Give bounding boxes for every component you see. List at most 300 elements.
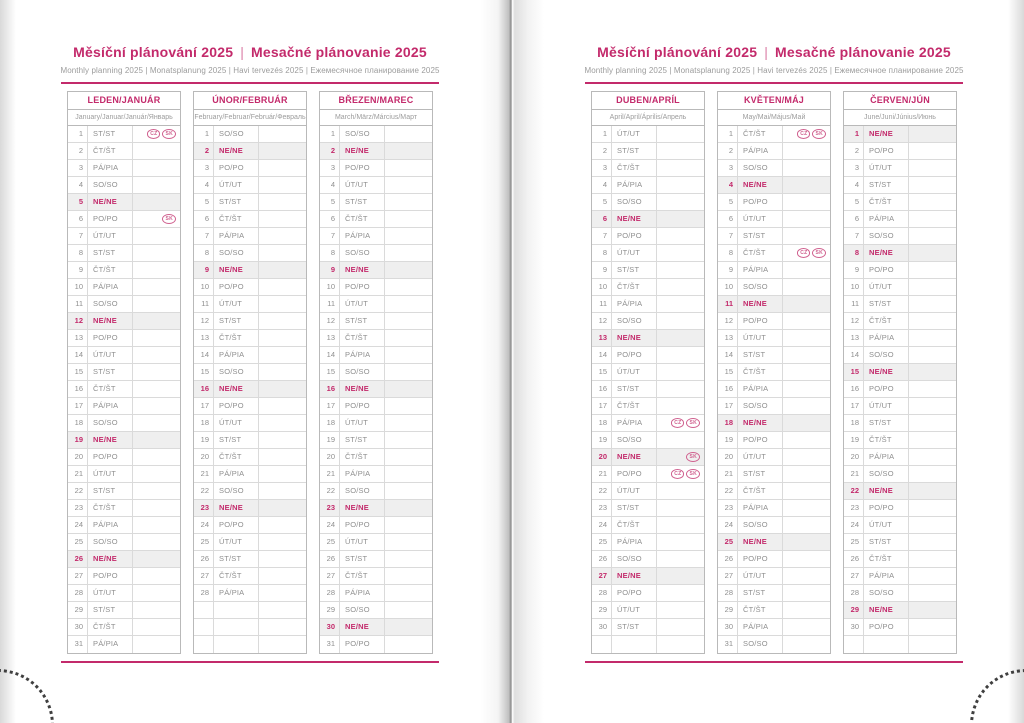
- day-abbrev: SO/SO: [738, 636, 783, 653]
- notes-cell: [259, 500, 306, 516]
- day-row: [592, 568, 704, 585]
- day-number: 1: [194, 126, 214, 142]
- day-abbrev: ČT/ŠT: [214, 568, 259, 584]
- notes-cell: [133, 449, 180, 465]
- notes-cell: [783, 432, 830, 448]
- day-row: [320, 466, 432, 483]
- day-number: 30: [68, 619, 88, 635]
- day-number: 10: [194, 279, 214, 295]
- notes-cell: [385, 636, 432, 653]
- day-row: [68, 262, 180, 279]
- day-abbrev: SO/SO: [88, 415, 133, 431]
- day-abbrev: PO/PO: [612, 585, 657, 601]
- day-row: [592, 364, 704, 381]
- day-row-empty: [194, 619, 306, 636]
- day-number: 16: [194, 381, 214, 397]
- month-table-may: [717, 91, 831, 654]
- day-row: [320, 619, 432, 636]
- notes-cell: [259, 313, 306, 329]
- day-row: [68, 551, 180, 568]
- day-number: 15: [718, 364, 738, 380]
- day-number: 17: [718, 398, 738, 414]
- day-row: [592, 177, 704, 194]
- day-abbrev: PO/PO: [214, 160, 259, 176]
- day-abbrev: SO/SO: [738, 160, 783, 176]
- day-number: [844, 636, 864, 653]
- day-abbrev: ČT/ŠT: [340, 330, 385, 346]
- notes-cell: [909, 517, 956, 533]
- notes-cell: [657, 143, 704, 159]
- holiday-badge-cz: CZ: [671, 469, 684, 479]
- day-number: 13: [592, 330, 612, 346]
- day-number: 30: [844, 619, 864, 635]
- day-row: [194, 296, 306, 313]
- day-abbrev: PO/PO: [864, 619, 909, 635]
- day-row: [718, 551, 830, 568]
- day-abbrev: PO/PO: [738, 551, 783, 567]
- day-number: 22: [592, 483, 612, 499]
- notes-cell: [385, 262, 432, 278]
- day-row: [320, 534, 432, 551]
- day-row: [194, 347, 306, 364]
- notes-cell: [133, 245, 180, 261]
- day-abbrev: SO/SO: [214, 245, 259, 261]
- notes-cell: [385, 466, 432, 482]
- notes-cell: [909, 551, 956, 567]
- notes-cell: [133, 194, 180, 210]
- day-abbrev: ÚT/UT: [88, 347, 133, 363]
- day-number: 30: [320, 619, 340, 635]
- day-row: [68, 160, 180, 177]
- day-number: 8: [718, 245, 738, 261]
- day-number: 25: [320, 534, 340, 550]
- day-row: [320, 143, 432, 160]
- notes-cell: [657, 364, 704, 380]
- day-number: 19: [592, 432, 612, 448]
- notes-cell: [657, 432, 704, 448]
- day-abbrev: ST/ST: [340, 432, 385, 448]
- day-number: 29: [68, 602, 88, 618]
- day-abbrev: ČT/ŠT: [340, 449, 385, 465]
- day-number: 27: [68, 568, 88, 584]
- day-row: [592, 313, 704, 330]
- day-number: 20: [718, 449, 738, 465]
- day-abbrev: ÚT/UT: [340, 296, 385, 312]
- day-abbrev: PÁ/PIA: [864, 568, 909, 584]
- day-abbrev: PÁ/PIA: [340, 228, 385, 244]
- day-number: 16: [320, 381, 340, 397]
- day-abbrev: [214, 619, 259, 635]
- day-row: [718, 500, 830, 517]
- day-number: 1: [844, 126, 864, 142]
- day-number: 15: [844, 364, 864, 380]
- day-number: 18: [718, 415, 738, 431]
- notes-cell: [259, 228, 306, 244]
- notes-cell: [259, 279, 306, 295]
- day-row: [68, 432, 180, 449]
- notes-cell: [909, 432, 956, 448]
- day-number: 9: [844, 262, 864, 278]
- day-number: 10: [320, 279, 340, 295]
- day-number: 1: [592, 126, 612, 142]
- day-abbrev: PÁ/PIA: [88, 517, 133, 533]
- notes-cell: [133, 279, 180, 295]
- day-abbrev: NE/NE: [864, 483, 909, 499]
- day-row: [68, 466, 180, 483]
- notes-cell: [133, 296, 180, 312]
- day-row: [68, 347, 180, 364]
- notes-cell: [783, 500, 830, 516]
- day-abbrev: SO/SO: [612, 432, 657, 448]
- day-number: 20: [194, 449, 214, 465]
- notes-cell: [909, 466, 956, 482]
- notes-cell: [385, 432, 432, 448]
- day-abbrev: ÚT/UT: [738, 449, 783, 465]
- notes-cell: [259, 143, 306, 159]
- day-abbrev: PÁ/PIA: [738, 143, 783, 159]
- day-number: 19: [68, 432, 88, 448]
- notes-cell: [657, 449, 704, 465]
- day-number: 13: [68, 330, 88, 346]
- day-row: [320, 126, 432, 143]
- notes-cell: [133, 228, 180, 244]
- day-number: 28: [844, 585, 864, 601]
- day-row: [320, 551, 432, 568]
- notes-cell: [259, 534, 306, 550]
- day-row: [844, 500, 956, 517]
- notes-cell: [385, 500, 432, 516]
- day-abbrev: ÚT/UT: [340, 415, 385, 431]
- notes-cell: [133, 398, 180, 414]
- day-row: [68, 364, 180, 381]
- day-row: [194, 262, 306, 279]
- day-abbrev: SO/SO: [612, 551, 657, 567]
- day-abbrev: ČT/ŠT: [738, 245, 783, 261]
- day-number: 25: [718, 534, 738, 550]
- notes-cell: [783, 313, 830, 329]
- day-row: [718, 517, 830, 534]
- day-abbrev: PO/PO: [612, 347, 657, 363]
- day-number: 9: [592, 262, 612, 278]
- day-abbrev: PÁ/PIA: [612, 534, 657, 550]
- day-abbrev: PO/PO: [214, 517, 259, 533]
- day-abbrev: PO/PO: [340, 398, 385, 414]
- notes-cell: [909, 449, 956, 465]
- notes-cell: [783, 381, 830, 397]
- holiday-badge-sk: SK: [686, 418, 700, 428]
- day-row: [320, 500, 432, 517]
- page-title: [530, 42, 1018, 62]
- day-number: 14: [194, 347, 214, 363]
- day-row: [718, 211, 830, 228]
- notes-cell: [909, 381, 956, 397]
- day-abbrev: ST/ST: [340, 194, 385, 210]
- day-number: 29: [844, 602, 864, 618]
- day-number: 2: [844, 143, 864, 159]
- day-row: [320, 296, 432, 313]
- notes-cell: [385, 364, 432, 380]
- top-rule: [585, 82, 963, 84]
- day-row: [68, 585, 180, 602]
- day-number: 21: [320, 466, 340, 482]
- notes-cell: [909, 313, 956, 329]
- day-number: 6: [718, 211, 738, 227]
- holiday-badge-sk: SK: [812, 129, 826, 139]
- notes-cell: [909, 602, 956, 618]
- day-abbrev: PÁ/PIA: [88, 398, 133, 414]
- day-number: 21: [194, 466, 214, 482]
- notes-cell: [385, 585, 432, 601]
- day-row: [68, 381, 180, 398]
- day-number: 31: [718, 636, 738, 653]
- day-number: 3: [592, 160, 612, 176]
- notes-cell: [657, 330, 704, 346]
- day-abbrev: PÁ/PIA: [88, 636, 133, 653]
- day-number: 18: [320, 415, 340, 431]
- notes-cell: [783, 534, 830, 550]
- day-number: 24: [194, 517, 214, 533]
- day-row: [592, 466, 704, 483]
- notes-cell: [657, 313, 704, 329]
- day-number: 28: [320, 585, 340, 601]
- day-row: [592, 143, 704, 160]
- day-number: 10: [592, 279, 612, 295]
- day-number: 26: [592, 551, 612, 567]
- notes-cell: [657, 551, 704, 567]
- day-row: [592, 483, 704, 500]
- day-abbrev: NE/NE: [340, 143, 385, 159]
- day-number: 1: [68, 126, 88, 142]
- day-row: [68, 415, 180, 432]
- holiday-badge-cz: CZ: [671, 418, 684, 428]
- day-abbrev: ČT/ŠT: [340, 211, 385, 227]
- day-number: 15: [592, 364, 612, 380]
- notes-cell: [385, 177, 432, 193]
- day-number: 12: [320, 313, 340, 329]
- day-abbrev: ČT/ŠT: [864, 432, 909, 448]
- notes-cell: [657, 534, 704, 550]
- day-number: 3: [68, 160, 88, 176]
- notes-cell: [133, 347, 180, 363]
- day-number: 7: [844, 228, 864, 244]
- day-number: 6: [194, 211, 214, 227]
- day-row: [844, 313, 956, 330]
- page-title-cz: Měsíční plánování 2025: [73, 44, 234, 60]
- day-row: [844, 381, 956, 398]
- notes-cell: [657, 415, 704, 431]
- month-grid: [844, 126, 956, 653]
- day-abbrev: ST/ST: [88, 126, 133, 142]
- day-row: [194, 534, 306, 551]
- day-abbrev: NE/NE: [340, 262, 385, 278]
- day-abbrev: ÚT/UT: [214, 296, 259, 312]
- day-row: [844, 364, 956, 381]
- day-row: [194, 126, 306, 143]
- notes-cell: [783, 415, 830, 431]
- day-row: [68, 619, 180, 636]
- day-row: [592, 500, 704, 517]
- page-title: [6, 42, 494, 62]
- day-row: [844, 347, 956, 364]
- day-row: [718, 381, 830, 398]
- day-number: [592, 636, 612, 653]
- notes-cell: [657, 177, 704, 193]
- notes-cell: [133, 466, 180, 482]
- page-header: [530, 0, 1018, 84]
- day-row: [718, 398, 830, 415]
- notes-cell: [133, 636, 180, 653]
- day-abbrev: NE/NE: [88, 194, 133, 210]
- day-row: [320, 449, 432, 466]
- day-number: 8: [844, 245, 864, 261]
- day-row: [68, 143, 180, 160]
- day-row: [844, 245, 956, 262]
- day-abbrev: PÁ/PIA: [88, 279, 133, 295]
- day-number: 26: [844, 551, 864, 567]
- day-number: 16: [68, 381, 88, 397]
- month-table-march: [319, 91, 433, 654]
- day-row: [320, 194, 432, 211]
- notes-cell: [259, 483, 306, 499]
- day-row: [718, 313, 830, 330]
- notes-cell: [909, 177, 956, 193]
- holiday-badge-sk: SK: [686, 452, 700, 462]
- day-number: 27: [592, 568, 612, 584]
- day-number: 11: [194, 296, 214, 312]
- day-abbrev: ÚT/UT: [612, 602, 657, 618]
- month-grid: [194, 126, 306, 653]
- notes-cell: [259, 177, 306, 193]
- day-number: 2: [320, 143, 340, 159]
- notes-cell: [657, 211, 704, 227]
- notes-cell: [783, 296, 830, 312]
- notes-cell: [385, 160, 432, 176]
- day-abbrev: ČT/ŠT: [88, 143, 133, 159]
- notes-cell: [783, 551, 830, 567]
- day-row: [844, 619, 956, 636]
- day-row: [68, 194, 180, 211]
- month-translations: April/April/Április/Апрель: [592, 110, 704, 126]
- notes-cell: [783, 330, 830, 346]
- day-row: [844, 568, 956, 585]
- day-abbrev: PO/PO: [864, 262, 909, 278]
- day-abbrev: PO/PO: [340, 160, 385, 176]
- day-abbrev: SO/SO: [864, 466, 909, 482]
- notes-cell: [783, 347, 830, 363]
- day-number: 12: [194, 313, 214, 329]
- day-number: 4: [320, 177, 340, 193]
- day-row: [844, 551, 956, 568]
- day-row: [592, 296, 704, 313]
- day-number: 24: [718, 517, 738, 533]
- day-abbrev: NE/NE: [88, 313, 133, 329]
- day-number: 8: [592, 245, 612, 261]
- notes-cell: [657, 636, 704, 653]
- day-abbrev: SO/SO: [340, 364, 385, 380]
- day-abbrev: ČT/ŠT: [88, 262, 133, 278]
- day-row: [592, 211, 704, 228]
- day-abbrev: SO/SO: [864, 228, 909, 244]
- day-number: 23: [844, 500, 864, 516]
- notes-cell: [783, 126, 830, 142]
- page-right: [530, 0, 1018, 723]
- day-abbrev: ÚT/UT: [340, 534, 385, 550]
- day-number: 8: [68, 245, 88, 261]
- day-abbrev: PÁ/PIA: [612, 415, 657, 431]
- notes-cell: [259, 194, 306, 210]
- day-row: [844, 398, 956, 415]
- bottom-rule: [585, 661, 963, 663]
- day-abbrev: ST/ST: [864, 415, 909, 431]
- notes-cell: [657, 160, 704, 176]
- notes-cell: [783, 262, 830, 278]
- notes-cell: [133, 534, 180, 550]
- day-abbrev: NE/NE: [214, 262, 259, 278]
- notes-cell: [657, 381, 704, 397]
- notes-cell: [133, 262, 180, 278]
- day-abbrev: NE/NE: [738, 534, 783, 550]
- notes-cell: [133, 483, 180, 499]
- day-row: [194, 228, 306, 245]
- day-abbrev: ST/ST: [738, 347, 783, 363]
- day-row: [194, 279, 306, 296]
- day-abbrev: SO/SO: [864, 347, 909, 363]
- day-row: [68, 398, 180, 415]
- day-number: 16: [718, 381, 738, 397]
- day-number: 12: [718, 313, 738, 329]
- notes-cell: [909, 143, 956, 159]
- notes-cell: [909, 568, 956, 584]
- day-abbrev: ST/ST: [214, 432, 259, 448]
- day-abbrev: PO/PO: [612, 466, 657, 482]
- day-abbrev: SO/SO: [88, 296, 133, 312]
- notes-cell: [133, 364, 180, 380]
- day-number: 29: [718, 602, 738, 618]
- notes-cell: [783, 194, 830, 210]
- notes-cell: [909, 194, 956, 210]
- notes-cell: [133, 619, 180, 635]
- day-number: 3: [844, 160, 864, 176]
- notes-cell: [385, 619, 432, 635]
- day-number: 16: [844, 381, 864, 397]
- day-number: 2: [68, 143, 88, 159]
- holiday-badge-cz: CZ: [147, 129, 160, 139]
- notes-cell: [909, 279, 956, 295]
- day-abbrev: ÚT/UT: [864, 279, 909, 295]
- day-abbrev: ST/ST: [612, 381, 657, 397]
- day-row: [718, 177, 830, 194]
- day-abbrev: PO/PO: [864, 143, 909, 159]
- day-abbrev: ST/ST: [214, 313, 259, 329]
- notes-cell: [133, 177, 180, 193]
- day-row: [68, 517, 180, 534]
- day-abbrev: ČT/ŠT: [738, 126, 783, 142]
- holiday-badge-sk: SK: [162, 214, 176, 224]
- notes-cell: [385, 534, 432, 550]
- notes-cell: [657, 517, 704, 533]
- day-row: [592, 279, 704, 296]
- day-abbrev: SO/SO: [214, 364, 259, 380]
- day-row: [844, 449, 956, 466]
- day-number: [194, 636, 214, 653]
- day-row: [718, 279, 830, 296]
- day-abbrev: NE/NE: [612, 449, 657, 465]
- day-row: [194, 211, 306, 228]
- day-number: 10: [718, 279, 738, 295]
- day-abbrev: ČT/ŠT: [738, 602, 783, 618]
- day-abbrev: PÁ/PIA: [738, 619, 783, 635]
- day-abbrev: [864, 636, 909, 653]
